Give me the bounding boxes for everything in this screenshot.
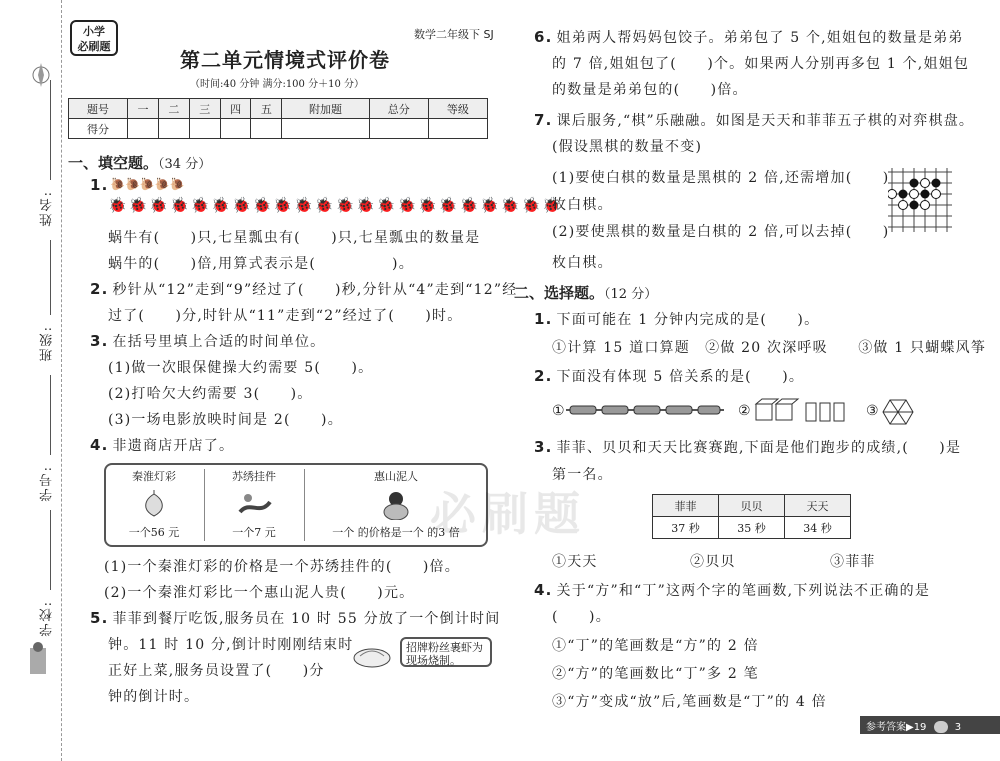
q2-line: 2. 秒针从“12”走到“9”经过了( )秒,分针从“4”走到“12”经: [90, 280, 518, 298]
q2-line: 过了( )分,时针从“11”走到“2”经过了( )时。: [108, 308, 463, 324]
c4-line: ( )。: [552, 609, 611, 625]
student-id-label: 学号:: [40, 465, 55, 502]
hexagon-triangles-icon: [882, 398, 914, 426]
score-table: [68, 98, 488, 139]
c3-option: ②贝贝: [690, 554, 736, 570]
gomoku-board-icon: [888, 168, 952, 232]
score-cell[interactable]: [189, 119, 220, 139]
q4-item: (1)一个秦淮灯彩的价格是一个苏绣挂件的( )倍。: [104, 559, 460, 575]
q7-line: (假设黑棋的数量不变): [552, 139, 703, 155]
c3-option: ③菲菲: [830, 554, 876, 570]
race-results-table: [652, 494, 851, 539]
section-1-title: 一、填空题。（34 分）: [68, 154, 212, 172]
c1-stem: 1. 下面可能在 1 分钟内完成的是( )。: [534, 310, 820, 328]
menu-sign: 招牌粉丝裹虾为现场烧制。: [400, 637, 492, 667]
runner-name: 天天: [785, 495, 851, 517]
class-label: 班级:: [40, 325, 55, 362]
section-2-title: 二、选择题。（12 分）: [514, 284, 658, 302]
score-cell[interactable]: [282, 119, 369, 139]
q4-stem: 4. 非遗商店开店了。: [90, 436, 235, 454]
clay-figurine-icon: [376, 490, 416, 520]
q5-line: 正好上菜,服务员设置了( )分: [108, 663, 325, 679]
school-label: 学校:: [40, 600, 55, 637]
ancient-figure-icon: [20, 640, 56, 680]
q4-item: (2)一个秦淮灯彩比一个惠山泥人贵( )元。: [104, 585, 415, 601]
q3-stem: 3. 在括号里填上合适的时间单位。: [90, 332, 326, 350]
score-row-label: 得分: [69, 119, 128, 139]
c2-option-1: ①: [552, 403, 566, 419]
class-line: [50, 240, 51, 315]
binding-strip: [0, 0, 62, 761]
c3-option: ①天天: [552, 554, 598, 570]
q6-line: 的数量是弟弟包的( )倍。: [552, 82, 748, 98]
c4-option: ②“方”的笔画数比“丁”多 2 笔: [552, 666, 759, 682]
q6-line: 的 7 倍,姐姐包了( )个。如果两人分别再多包 1 个,姐姐包: [552, 56, 970, 72]
score-header-cell: 四: [220, 99, 251, 119]
c4-option: ③“方”变成“放”后,笔画数是“丁”的 4 倍: [552, 694, 827, 710]
q5-line: 钟的倒计时。: [108, 689, 200, 705]
shop-divider: [204, 469, 205, 541]
snails-icon: 🐌🐌🐌🐌🐌: [110, 177, 185, 191]
score-header-cell: 等级: [428, 99, 487, 119]
ladybugs-icon: 🐞🐞🐞🐞🐞🐞🐞🐞🐞🐞🐞🐞🐞🐞🐞🐞🐞🐞🐞🐞🐞🐞: [108, 196, 563, 214]
q7-line: 枚白棋。: [552, 197, 613, 213]
shop-item: 惠山泥人 一个 的价格是一个 的3 倍: [332, 470, 460, 539]
answer-ref[interactable]: 参考答案▶19: [866, 722, 927, 733]
score-cell[interactable]: [158, 119, 189, 139]
magnifier-icon: [934, 721, 948, 733]
compass-icon: [26, 60, 56, 90]
time-info: （时间:40 分钟 满分:100 分＋10 分）: [190, 79, 364, 90]
score-cell[interactable]: [428, 119, 487, 139]
runner-time: 37 秒: [653, 517, 719, 539]
name-label: 姓名:: [40, 190, 55, 227]
c2-option-2: ②: [738, 403, 752, 419]
c1-options: ①计算 15 道口算题 ②做 20 次深呼吸 ③做 1 只蝴蝶风筝: [552, 340, 987, 356]
runner-time: 35 秒: [719, 517, 785, 539]
score-header-cell: 三: [189, 99, 220, 119]
page-title: 第二单元情境式评价卷: [180, 48, 390, 72]
shop-item: 秦淮灯彩 一个56 元: [128, 470, 180, 539]
runner-name: 贝贝: [719, 495, 785, 517]
q7-line: (1)要使白棋的数量是黑棋的 2 倍,还需增加( ): [552, 170, 890, 186]
c4-option: ①“丁”的笔画数是“方”的 2 倍: [552, 638, 759, 654]
q6-line: 6. 姐弟两人帮妈妈包饺子。弟弟包了 5 个,姐姐包的数量是弟弟: [534, 28, 964, 46]
school-line: [50, 510, 51, 590]
c2-stem: 2. 下面没有体现 5 倍关系的是( )。: [534, 367, 805, 385]
runner-time: 34 秒: [785, 517, 851, 539]
score-header-cell: 附加题: [282, 99, 369, 119]
logo: 小学 必刷题: [70, 20, 118, 56]
score-header-cell: 二: [158, 99, 189, 119]
c3-line: 第一名。: [552, 467, 613, 483]
q5-line: 5. 菲菲到餐厅吃饭,服务员在 10 时 55 分放了一个倒计时间: [90, 609, 501, 627]
q3-item: (1)做一次眼保健操大约需要 5( )。: [108, 360, 374, 376]
score-cell[interactable]: [369, 119, 428, 139]
c3-line: 3. 菲菲、贝贝和天天比赛赛跑,下面是他们跑步的成绩,( )是: [534, 438, 962, 456]
q1-line: 蜗牛的( )倍,用算式表示是( )。: [108, 256, 414, 272]
score-header-cell: 题号: [69, 99, 128, 119]
page-number: 3: [954, 722, 962, 733]
score-cell[interactable]: [251, 119, 282, 139]
embroidery-pendant-icon: [234, 490, 274, 520]
cubes-and-cylinders-icon: [754, 398, 850, 424]
student-id-line: [50, 375, 51, 455]
q3-item: (3)一场电影放映时间是 2( )。: [108, 412, 343, 428]
q1-line: 蜗牛有( )只,七星瓢虫有( )只,七星瓢虫的数量是: [108, 230, 481, 246]
score-header-cell: 一: [128, 99, 159, 119]
lotus-lantern-icon: [134, 490, 174, 520]
q5-line: 钟。11 时 10 分,倒计时刚刚结束时: [108, 637, 354, 653]
footer-bar: [860, 716, 1000, 734]
dish-icon: [352, 640, 392, 670]
shop-item: 苏绣挂件 一个7 元: [232, 470, 276, 539]
c4-line: 4. 关于“方”和“丁”这两个字的笔画数,下列说法不正确的是: [534, 581, 931, 599]
score-header-cell: 总分: [369, 99, 428, 119]
q7-line: 7. 课后服务,“棋”乐融融。如图是天天和菲菲五子棋的对弈棋盘。: [534, 111, 975, 129]
q7-line: (2)要使黑棋的数量是白棋的 2 倍,可以去掉( ): [552, 224, 890, 240]
name-line: [50, 80, 51, 180]
q7-line: 枚白棋。: [552, 255, 613, 271]
c2-option-3: ③: [866, 403, 880, 419]
runner-name: 菲菲: [653, 495, 719, 517]
score-cell[interactable]: [220, 119, 251, 139]
subject-label: 数学二年级下 SJ: [414, 28, 494, 41]
q3-item: (2)打哈欠大约需要 3( )。: [108, 386, 313, 402]
shop-divider: [304, 469, 305, 541]
score-cell[interactable]: [128, 119, 159, 139]
score-header-cell: 五: [251, 99, 282, 119]
q1-number: 1.: [90, 176, 109, 194]
bead-string-icon: [566, 402, 724, 418]
watermark: 必刷题: [430, 487, 586, 541]
